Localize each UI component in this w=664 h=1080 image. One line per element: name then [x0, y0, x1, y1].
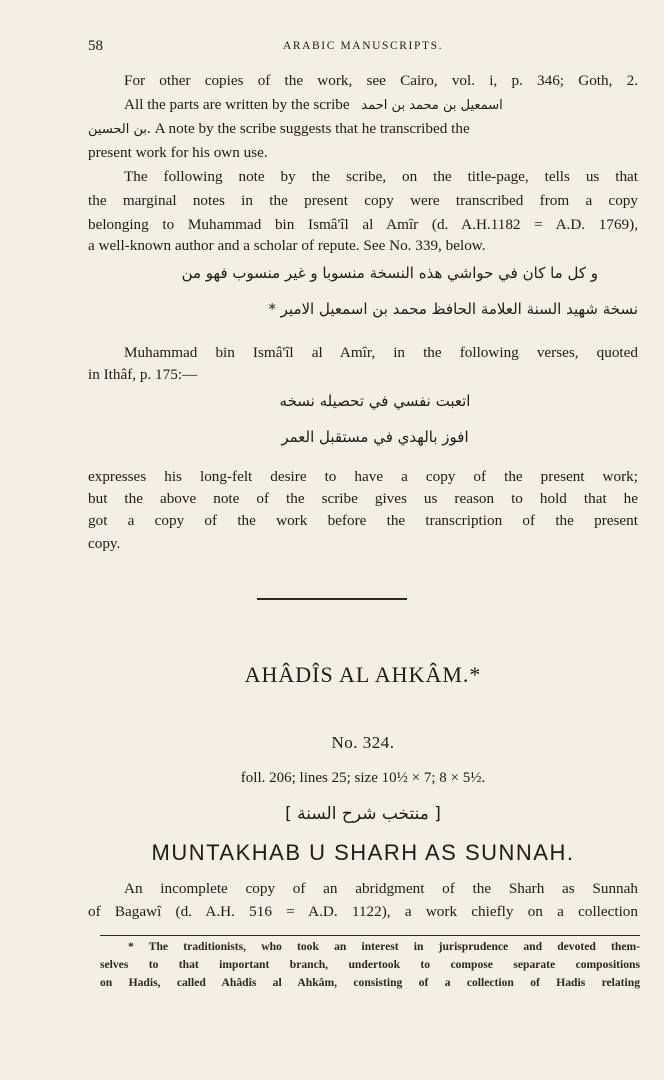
body-line-2-text: All the parts are written by the scribe: [124, 96, 350, 113]
section-title: AHÂDÎS AL AHKÂM.*: [244, 662, 482, 687]
running-header: [88, 38, 638, 58]
body-line-5: The following note by the scribe, on the title-page, tells us that: [124, 168, 638, 185]
body-line-3-text: . A note by the scribe suggests that he transcribed the: [147, 120, 470, 137]
page-number: 58: [88, 38, 103, 54]
body-line-7: belonging to Muhammad bin Ismâ'îl al Amîr (d. A.H.1182 = A.D. 1769),: [88, 216, 638, 233]
arabic-work-title: [ منتخب شرح السنة ]: [285, 804, 441, 824]
arabic-note-line-1: و كل ما كان في حواشي هذه النسخة منسوبا و غير منسوب فهو من: [181, 264, 598, 282]
work-title: MUNTAKHAB U SHARH AS SUNNAH.: [151, 840, 575, 865]
body-line-6: the marginal notes in the present copy were transcribed from a copy: [88, 192, 638, 209]
after-verse-line-4: copy.: [88, 535, 121, 552]
verse-line-2: افوز بالهدي في مستقبل العمر: [281, 428, 469, 446]
manuscript-number: No. 324.: [331, 733, 395, 752]
body-line-3: [88, 118, 638, 141]
desc-line-2: of Bagawî (d. A.H. 516 = A.D. 1122), a work chiefly on a collection: [88, 903, 638, 920]
running-title: ARABIC MANUSCRIPTS.: [282, 40, 444, 52]
verse-intro-line-1: Muhammad bin Ismâ'îl al Amîr, in the following verses, quoted: [124, 344, 638, 361]
section-divider: [257, 598, 407, 600]
footnote-line-2: selves to that important branch, undertook to compose separate compositions: [100, 958, 640, 971]
body-line-1: For other copies of the work, see Cairo, vol. i, p. 346; Goth, 2.: [124, 72, 638, 89]
arabic-note-line-2: نسخة شهيد السنة العلامة الحافظ محمد بن اسمعيل الامير *: [268, 300, 638, 318]
desc-line-1: An incomplete copy of an abridgment of the Sharh as Sunnah: [124, 880, 638, 897]
body-line-2: [124, 94, 638, 117]
footnote-rule: [100, 935, 640, 936]
footnote-line-1: * The traditionists, who took an interest in jurisprudence and devoted them-: [128, 940, 640, 953]
verse-intro-line-2: in Ithâf, p. 175:—: [88, 366, 198, 383]
manuscript-details: foll. 206; lines 25; size 10½ × 7; 8 × 5½.: [240, 770, 486, 786]
scribe-name-arabic: اسمعيل بن محمد بن احمد: [361, 98, 503, 113]
body-line-4: present work for his own use.: [88, 144, 268, 161]
footnote-line-3: on Hadis, called Ahâdîs al Ahkâm, consisting of a collection of Hadis relating: [100, 976, 640, 989]
scribe-name-arabic-cont: بن الحسين: [88, 122, 148, 137]
body-line-8: a well-known author and a scholar of repute. See No. 339, below.: [88, 237, 486, 254]
after-verse-line-2: but the above note of the scribe gives us reason to hold that he: [88, 490, 638, 507]
verse-line-1: اتعبت نفسي في تحصيله نسخه: [279, 392, 471, 410]
after-verse-line-3: got a copy of the work before the transcription of the present: [88, 512, 638, 529]
after-verse-line-1: expresses his long-felt desire to have a copy of the present work;: [88, 468, 638, 485]
